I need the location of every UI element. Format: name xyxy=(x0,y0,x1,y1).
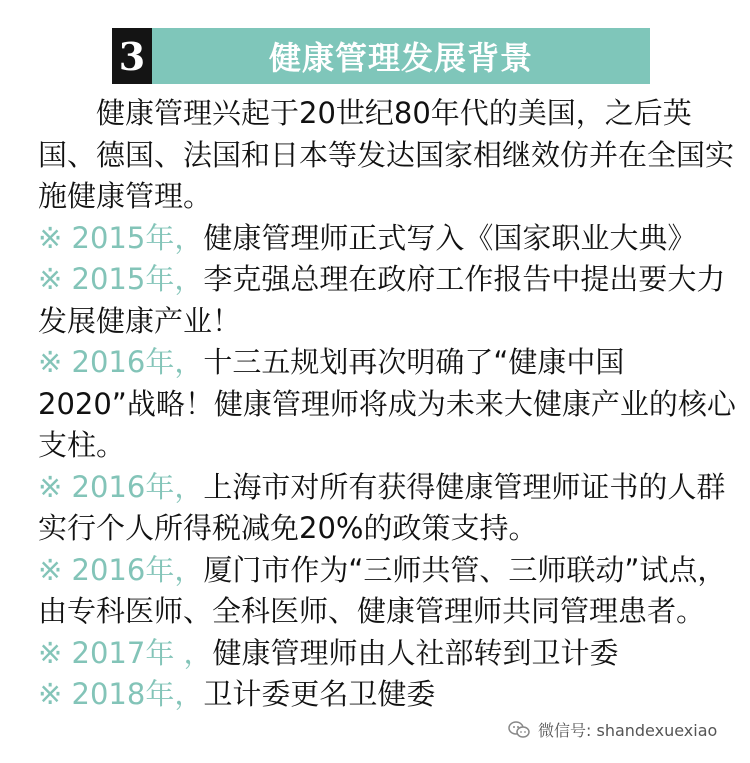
timeline-marker: ※ 2016年， xyxy=(38,469,204,504)
watermark xyxy=(508,718,717,741)
section-title: 健康管理发展背景 xyxy=(152,28,650,84)
timeline-text: 上海市对所有获得健康管理师证书的人群实行个人所得税减免20%的政策支持。 xyxy=(38,469,726,545)
timeline-entry xyxy=(38,550,738,633)
watermark-text: 微信号: shandexuexiao xyxy=(538,721,718,740)
timeline-text: 李克强总理在政府工作报告中提出要大力发展健康产业！ xyxy=(38,262,726,338)
intro-paragraph: 健康管理兴起于20世纪80年代的美国，之后英国、德国、法国和日本等发达国家相继效仿并在全国实施健康管理。 xyxy=(38,96,735,213)
timeline-entry xyxy=(38,218,738,260)
timeline-text: 健康管理师正式写入《国家职业大典》 xyxy=(203,220,697,255)
timeline-text: 十三五规划再次明确了“健康中国2020”战略！健康管理师将成为未来大健康产业的核心支柱。 xyxy=(38,345,736,462)
section-number: 3 xyxy=(112,28,152,84)
timeline-marker: ※ 2015年， xyxy=(38,220,204,255)
timeline-marker: ※ 2017年 ， xyxy=(38,635,213,670)
timeline-marker: ※ 2015年， xyxy=(38,262,204,296)
timeline-marker: ※ 2016年， xyxy=(38,552,204,587)
timeline-entry xyxy=(38,259,738,342)
timeline-marker: ※ 2018年， xyxy=(38,677,204,711)
timeline-entry xyxy=(38,674,738,716)
timeline-entry xyxy=(38,633,738,675)
article-body xyxy=(38,93,738,716)
section-header xyxy=(112,28,650,84)
timeline-text: 健康管理师由人社部转到卫计委 xyxy=(212,635,619,670)
timeline-text: 厦门市作为“三师共管、三师联动”试点，由专科医师、全科医师、健康管理师共同管理患者。 xyxy=(38,552,727,628)
wechat-icon xyxy=(508,721,530,739)
timeline-entry xyxy=(38,467,738,550)
timeline-marker: ※ 2016年， xyxy=(38,345,204,379)
timeline-text: 卫计委更名卫健委 xyxy=(203,677,436,711)
timeline-entry xyxy=(38,342,738,467)
